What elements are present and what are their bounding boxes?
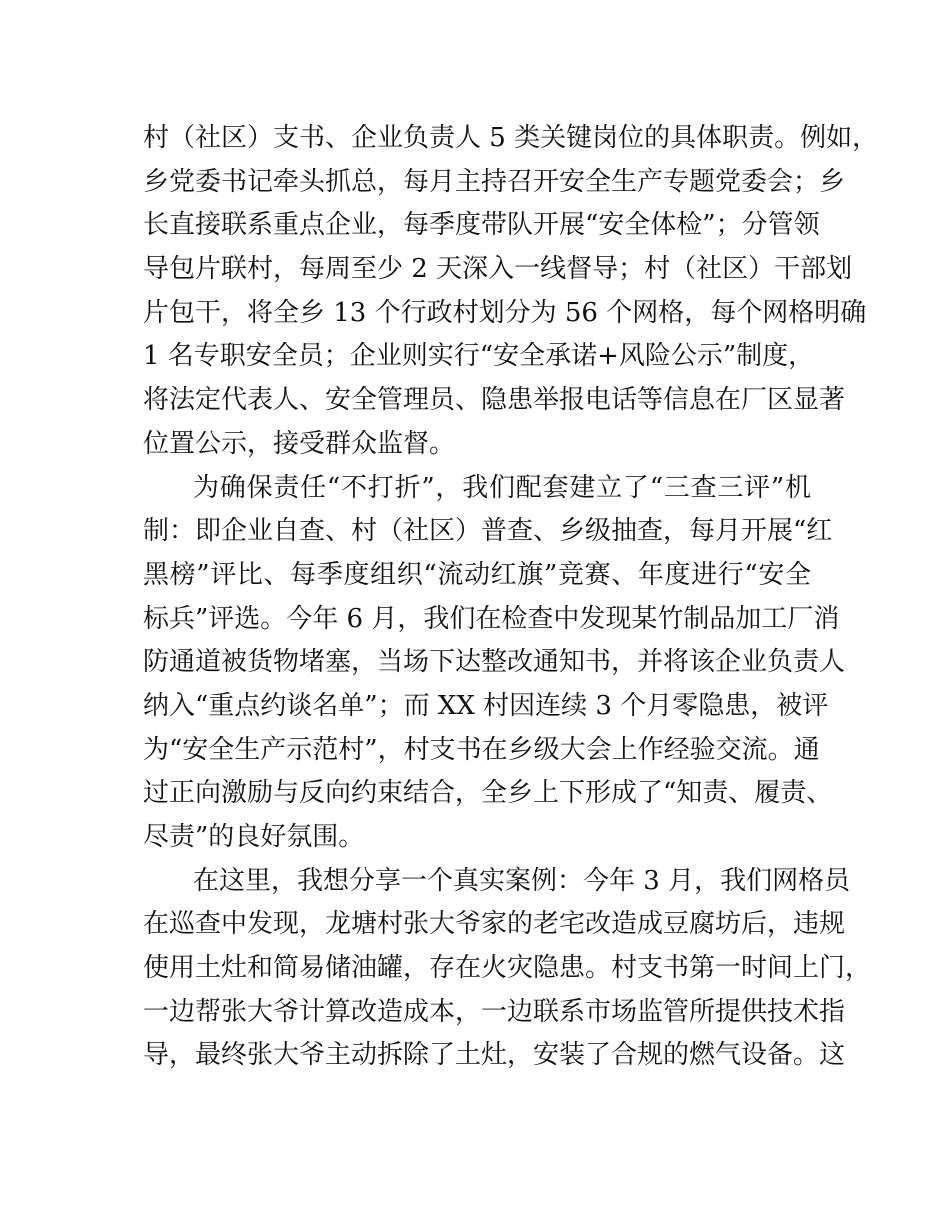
text-line: 村（社区）支书、企业负责人 5 类关键岗位的具体职责。例如，: [143, 123, 879, 153]
text-line: 导包片联村，每周至少 2 天深入一线督导；村（社区）干部划: [143, 254, 853, 285]
text-line: 尽责”的良好氛围。: [143, 822, 365, 852]
text-line: 一边帮张大爷计算改造成本，一边联系市场监管所提供技术指: [143, 996, 846, 1027]
text-line: 长直接联系重点企业，每季度带队开展“安全体检”；分管领: [143, 210, 820, 241]
text-line: 黑榜”评比、每季度组织“流动红旗”竞赛、年度进行“安全: [143, 559, 811, 590]
text-line: 制：即企业自查、村（社区）普查、乡级抽查，每月开展“红: [143, 516, 833, 547]
text-line: 使用土灶和简易储油罐，存在火灾隐患。村支书第一时间上门，: [143, 953, 872, 984]
text-line: 过正向激励与反向约束结合，全乡上下形成了“知责、履责、: [143, 778, 833, 809]
text-line: 纳入“重点约谈名单”；而 XX 村因连续 3 个月零隐患，被评: [143, 690, 829, 721]
text-line: 为“安全生产示范村”，村支书在乡级大会上作经验交流。通: [143, 734, 820, 765]
text-line: 将法定代表人、安全管理员、隐患举报电话等信息在厂区显著: [143, 385, 846, 416]
text-line: 1 名专职安全员；企业则实行“安全承诺+风险公示”制度，: [143, 341, 815, 372]
text-line: 位置公示，接受群众监督。: [143, 428, 456, 459]
text-line: 防通道被货物堵塞，当场下达整改通知书，并将该企业负责人: [143, 647, 846, 678]
text-line: 在这里，我想分享一个真实案例：今年 3 月，我们网格员: [193, 865, 851, 896]
text-line: 标兵”评选。今年 6 月，我们在检查中发现某竹制品加工厂消: [143, 603, 840, 634]
paragraph-1: [143, 117, 879, 467]
document-body: [143, 117, 879, 1078]
paragraph-2: [143, 467, 846, 860]
text-line: 乡党委书记牵头抓总，每月主持召开安全生产专题党委会；乡: [143, 166, 846, 197]
paragraph-3: [143, 860, 872, 1078]
text-line: 片包干，将全乡 13 个行政村划分为 56 个网格，每个网格明确: [143, 297, 867, 328]
text-line: 在巡查中发现，龙塘村张大爷家的老宅改造成豆腐坊后，违规: [143, 909, 846, 940]
text-line: 为确保责任“不打折”，我们配套建立了“三查三评”机: [193, 472, 811, 503]
text-line: 导，最终张大爷主动拆除了土灶，安装了合规的燃气设备。这: [143, 1040, 846, 1071]
